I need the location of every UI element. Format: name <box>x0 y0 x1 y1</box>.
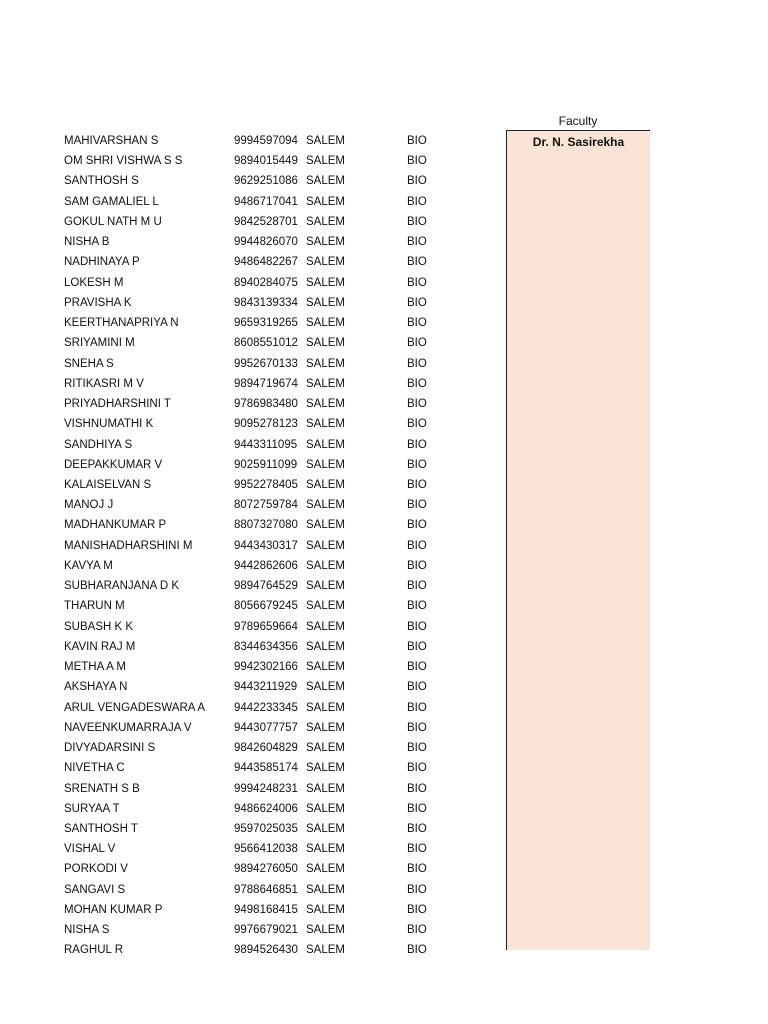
table-row <box>0 677 500 697</box>
student-city: SALEM <box>306 215 345 228</box>
student-dept: BIO <box>407 559 427 572</box>
student-phone: 9443211929 <box>234 681 298 694</box>
student-dept: BIO <box>407 175 427 188</box>
table-row <box>0 333 500 353</box>
student-phone: 9442862606 <box>234 559 298 572</box>
student-name: PORKODI V <box>64 863 128 876</box>
student-city: SALEM <box>306 478 345 491</box>
table-row <box>0 192 500 212</box>
student-phone: 8940284075 <box>234 276 298 289</box>
table-row <box>0 819 500 839</box>
student-dept: BIO <box>407 458 427 471</box>
student-city: SALEM <box>306 721 345 734</box>
student-dept: BIO <box>407 903 427 916</box>
student-phone: 9894526430 <box>234 944 298 957</box>
faculty-column <box>506 130 650 950</box>
student-city: SALEM <box>306 135 345 147</box>
table-row <box>0 698 500 718</box>
student-city: SALEM <box>306 782 345 795</box>
student-phone: 9894015449 <box>234 155 298 168</box>
student-name: GOKUL NATH M U <box>64 215 162 228</box>
student-dept: BIO <box>407 337 427 350</box>
student-city: SALEM <box>306 580 345 593</box>
table-row <box>0 354 500 374</box>
student-name: SAM GAMALIEL L <box>64 195 159 208</box>
student-name: NADHINAYA P <box>64 256 140 269</box>
student-name: MANISHADHARSHINI M <box>64 539 193 552</box>
student-dept: BIO <box>407 640 427 653</box>
student-dept: BIO <box>407 539 427 552</box>
student-phone: 8072759784 <box>234 499 298 512</box>
table-row <box>0 718 500 738</box>
table-row <box>0 536 500 556</box>
student-dept: BIO <box>407 843 427 856</box>
student-name: NIVETHA C <box>64 762 125 775</box>
student-dept: BIO <box>407 155 427 168</box>
student-city: SALEM <box>306 377 345 390</box>
table-row <box>0 212 500 232</box>
student-name: SNEHA S <box>64 357 114 370</box>
table-row <box>0 151 500 171</box>
table-row <box>0 273 500 293</box>
student-city: SALEM <box>306 620 345 633</box>
student-dept: BIO <box>407 782 427 795</box>
student-name: DEEPAKKUMAR V <box>64 458 163 471</box>
faculty-name: Dr. N. Sasirekha <box>532 135 625 149</box>
table-row <box>0 374 500 394</box>
student-phone: 9789659664 <box>234 620 298 633</box>
student-phone: 9486624006 <box>234 802 298 815</box>
student-dept: BIO <box>407 499 427 512</box>
student-phone: 9498168415 <box>234 903 298 916</box>
student-phone: 9843139334 <box>234 296 298 309</box>
student-name: SANTHOSH S <box>64 175 139 188</box>
student-city: SALEM <box>306 499 345 512</box>
table-row <box>0 171 500 191</box>
table-row <box>0 435 500 455</box>
student-dept: BIO <box>407 377 427 390</box>
student-phone: 9952278405 <box>234 478 298 491</box>
student-city: SALEM <box>306 802 345 815</box>
student-city: SALEM <box>306 903 345 916</box>
student-dept: BIO <box>407 944 427 957</box>
student-name: KALAISELVAN S <box>64 478 152 491</box>
student-phone: 9442233345 <box>234 701 298 714</box>
student-phone: 9443311095 <box>234 438 298 451</box>
table-row <box>0 252 500 272</box>
student-city: SALEM <box>306 317 345 330</box>
table-row <box>0 839 500 859</box>
table-row <box>0 758 500 778</box>
student-city: SALEM <box>306 519 345 532</box>
student-dept: BIO <box>407 296 427 309</box>
table-row <box>0 131 500 151</box>
student-name: SRENATH S B <box>64 782 140 795</box>
student-city: SALEM <box>306 458 345 471</box>
student-city: SALEM <box>306 438 345 451</box>
student-phone: 9976679021 <box>234 924 298 937</box>
student-dept: BIO <box>407 822 427 835</box>
student-phone: 9786983480 <box>234 398 298 411</box>
table-row <box>0 515 500 535</box>
student-name: RAGHUL R <box>64 944 123 957</box>
faculty-column-header: Faculty <box>558 114 598 128</box>
student-city: SALEM <box>306 357 345 370</box>
student-name: MAHIVARSHAN S <box>64 135 159 147</box>
table-row <box>0 900 500 920</box>
student-city: SALEM <box>306 236 345 249</box>
table-row <box>0 657 500 677</box>
student-phone: 9942302166 <box>234 661 298 674</box>
student-city: SALEM <box>306 195 345 208</box>
student-phone: 9025911099 <box>234 458 298 471</box>
student-dept: BIO <box>407 620 427 633</box>
student-phone: 9788646851 <box>234 883 298 896</box>
student-dept: BIO <box>407 398 427 411</box>
student-dept: BIO <box>407 721 427 734</box>
student-name: NAVEENKUMARRAJA V <box>64 721 192 734</box>
student-name: MADHANKUMAR P <box>64 519 167 532</box>
student-name: PRIYADHARSHINI T <box>64 398 171 411</box>
student-name: AKSHAYA N <box>64 681 128 694</box>
table-row <box>0 556 500 576</box>
student-phone: 9486717041 <box>234 195 298 208</box>
table-row <box>0 455 500 475</box>
student-city: SALEM <box>306 883 345 896</box>
table-row <box>0 414 500 434</box>
table-row <box>0 920 500 940</box>
student-name: LOKESH M <box>64 276 124 289</box>
student-phone: 9443585174 <box>234 762 298 775</box>
student-dept: BIO <box>407 418 427 431</box>
student-name: SANGAVI S <box>64 883 126 896</box>
student-name: SRIYAMINI M <box>64 337 135 350</box>
student-name: MOHAN KUMAR P <box>64 903 163 916</box>
student-dept: BIO <box>407 600 427 613</box>
student-dept: BIO <box>407 661 427 674</box>
table-row <box>0 940 500 960</box>
table-row <box>0 738 500 758</box>
table-row <box>0 495 500 515</box>
table-row <box>0 637 500 657</box>
student-phone: 9443430317 <box>234 539 298 552</box>
student-name: KAVYA M <box>64 559 113 572</box>
student-city: SALEM <box>306 701 345 714</box>
student-phone: 9894276050 <box>234 863 298 876</box>
student-dept: BIO <box>407 478 427 491</box>
table-row <box>0 779 500 799</box>
student-dept: BIO <box>407 135 427 147</box>
student-city: SALEM <box>306 276 345 289</box>
table-row <box>0 576 500 596</box>
student-phone: 9486482267 <box>234 256 298 269</box>
student-dept: BIO <box>407 802 427 815</box>
student-dept: BIO <box>407 519 427 532</box>
student-phone: 9629251086 <box>234 175 298 188</box>
student-city: SALEM <box>306 600 345 613</box>
student-name: KAVIN RAJ M <box>64 640 136 653</box>
table-row <box>0 880 500 900</box>
student-dept: BIO <box>407 742 427 755</box>
student-city: SALEM <box>306 175 345 188</box>
table-row <box>0 313 500 333</box>
student-city: SALEM <box>306 398 345 411</box>
student-name: SUBASH K K <box>64 620 134 633</box>
student-dept: BIO <box>407 924 427 937</box>
student-name: PRAVISHA K <box>64 296 132 309</box>
student-city: SALEM <box>306 661 345 674</box>
student-city: SALEM <box>306 762 345 775</box>
student-city: SALEM <box>306 822 345 835</box>
student-phone: 8807327080 <box>234 519 298 532</box>
student-city: SALEM <box>306 155 345 168</box>
student-dept: BIO <box>407 701 427 714</box>
student-name: NISHA S <box>64 924 110 937</box>
student-phone: 9095278123 <box>234 418 298 431</box>
student-city: SALEM <box>306 843 345 856</box>
table-row <box>0 596 500 616</box>
student-list <box>0 131 500 961</box>
student-name: OM SHRI VISHWA S S <box>64 155 183 168</box>
student-name: SANDHIYA S <box>64 438 133 451</box>
student-phone: 9994248231 <box>234 782 298 795</box>
student-name: VISHNUMATHI K <box>64 418 154 431</box>
student-city: SALEM <box>306 256 345 269</box>
student-dept: BIO <box>407 863 427 876</box>
student-dept: BIO <box>407 762 427 775</box>
student-dept: BIO <box>407 195 427 208</box>
student-name: VISHAL V <box>64 843 116 856</box>
student-phone: 9944826070 <box>234 236 298 249</box>
student-name: DIVYADARSINI S <box>64 742 156 755</box>
student-phone: 9842528701 <box>234 215 298 228</box>
table-row <box>0 799 500 819</box>
table-row <box>0 293 500 313</box>
student-city: SALEM <box>306 863 345 876</box>
student-phone: 9597025035 <box>234 822 298 835</box>
student-dept: BIO <box>407 317 427 330</box>
student-phone: 9566412038 <box>234 843 298 856</box>
student-dept: BIO <box>407 236 427 249</box>
student-name: KEERTHANAPRIYA N <box>64 317 179 330</box>
student-dept: BIO <box>407 276 427 289</box>
student-dept: BIO <box>407 438 427 451</box>
student-phone: 8056679245 <box>234 600 298 613</box>
table-row <box>0 394 500 414</box>
student-phone: 9443077757 <box>234 721 298 734</box>
student-phone: 8608551012 <box>234 337 298 350</box>
student-phone: 9894719674 <box>234 377 298 390</box>
student-city: SALEM <box>306 924 345 937</box>
student-name: METHA A M <box>64 661 126 674</box>
student-phone: 9994597094 <box>234 135 298 147</box>
student-phone: 9842604829 <box>234 742 298 755</box>
student-phone: 9952670133 <box>234 357 298 370</box>
student-dept: BIO <box>407 215 427 228</box>
student-city: SALEM <box>306 944 345 957</box>
student-city: SALEM <box>306 742 345 755</box>
student-name: MANOJ J <box>64 499 114 512</box>
student-city: SALEM <box>306 681 345 694</box>
student-name: ARUL VENGADESWARA A <box>64 701 206 714</box>
student-city: SALEM <box>306 640 345 653</box>
student-phone: 9659319265 <box>234 317 298 330</box>
student-name: THARUN M <box>64 600 125 613</box>
student-dept: BIO <box>407 580 427 593</box>
student-name: SUBHARANJANA D K <box>64 580 180 593</box>
student-phone: 8344634356 <box>234 640 298 653</box>
student-dept: BIO <box>407 883 427 896</box>
table-row <box>0 617 500 637</box>
table-row <box>0 232 500 252</box>
student-name: SANTHOSH T <box>64 822 138 835</box>
student-dept: BIO <box>407 681 427 694</box>
student-name: SURYAA T <box>64 802 120 815</box>
table-row <box>0 475 500 495</box>
student-city: SALEM <box>306 296 345 309</box>
student-dept: BIO <box>407 256 427 269</box>
student-phone: 9894764529 <box>234 580 298 593</box>
student-city: SALEM <box>306 559 345 572</box>
student-name: RITIKASRI M V <box>64 377 144 390</box>
student-dept: BIO <box>407 357 427 370</box>
student-city: SALEM <box>306 337 345 350</box>
student-name: NISHA B <box>64 236 110 249</box>
student-city: SALEM <box>306 418 345 431</box>
table-row <box>0 859 500 879</box>
student-city: SALEM <box>306 539 345 552</box>
